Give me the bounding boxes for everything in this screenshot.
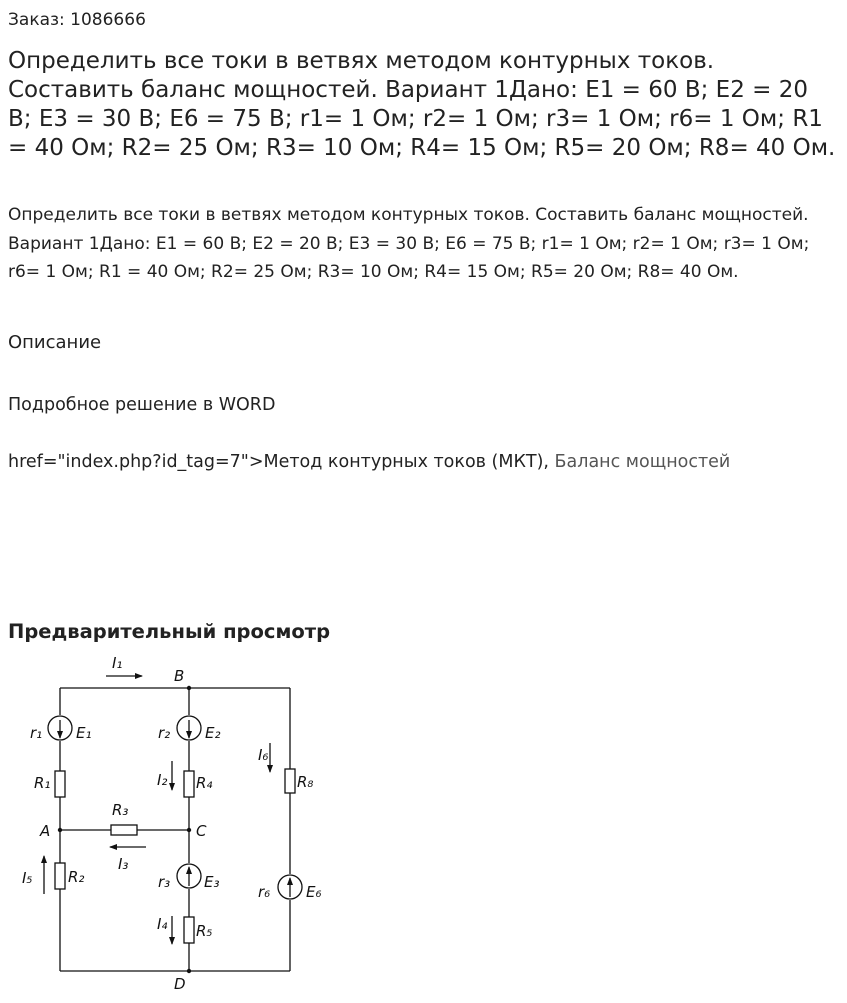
resistor-r4: [184, 771, 194, 797]
label-r4: R₄: [196, 774, 213, 792]
label-node-c: C: [196, 822, 207, 840]
label-i4: I₄: [157, 915, 168, 933]
description-label: Описание: [8, 332, 102, 353]
node-d: [187, 969, 191, 973]
label-i3: I₃: [118, 855, 129, 873]
task-description: Определить все токи в ветвях методом контурных токов. Составить баланс мощностей. Вариант 1Дано: E1 = 60 В; E2 = 20 В; E3 = 30 В; E6 = 75 В; r1= 1 Ом; r2= 1 Ом; r3= 1 Ом; r6= 1 Ом; R1 = 40 Ом; R2= 25 Ом; R3= 10 Ом; R4= 15 Ом; R5= 20 Ом; R8= 40 Ом.: [8, 205, 810, 282]
label-r3-source: r₃: [158, 873, 171, 891]
order-number: Заказ: 1086666: [8, 10, 146, 30]
label-i5: I₅: [22, 869, 33, 887]
label-r8: R₈: [297, 773, 314, 791]
label-r2: R₂: [68, 868, 85, 886]
resistor-r5: [184, 917, 194, 943]
circuit-diagram: [0, 648, 340, 998]
label-r1: r₁: [30, 724, 43, 742]
label-node-a: A: [40, 822, 51, 840]
label-r5: R₅: [196, 922, 213, 940]
tags-line: [8, 450, 730, 474]
label-e3: E₃: [204, 873, 220, 891]
tags-prefix: href="index.php?id_tag=7">Метод контурных токов (МКТ),: [8, 452, 555, 472]
node-b: [187, 686, 191, 690]
solution-note: Подробное решение в WORD: [8, 395, 276, 415]
label-e2: E₂: [205, 724, 221, 742]
resistor-r1: [55, 771, 65, 797]
label-e1: E₁: [76, 724, 92, 742]
label-node-d: D: [174, 975, 186, 993]
label-i2: I₂: [157, 771, 168, 789]
preview-heading: Предварительный просмотр: [8, 620, 331, 643]
page-title: Определить все токи в ветвях методом контурных токов. Составить баланс мощностей. Вариант 1Дано: E1 = 60 В; E2 = 20 В; E3 = 30 В; E6 = 75 В; r1= 1 Ом; r2= 1 Ом; r3= 1 Ом; r6= 1 Ом; R1 = 40 Ом; R2= 25 Ом; R3= 10 Ом; R4= 15 Ом; R5= 20 Ом; R8= 40 Ом.: [8, 48, 836, 161]
label-e6: E₆: [306, 883, 322, 901]
node-c: [187, 828, 191, 832]
resistor-r2: [55, 863, 65, 889]
node-a: [58, 828, 62, 832]
label-r6: r₆: [258, 883, 271, 901]
resistor-r8: [285, 769, 295, 793]
label-r1-resistor: R₁: [34, 774, 51, 792]
label-i6: I₆: [258, 746, 269, 764]
label-r3: R₃: [112, 801, 129, 819]
label-node-b: B: [174, 667, 185, 685]
resistor-r3: [111, 825, 137, 835]
label-i1: I₁: [112, 654, 123, 672]
label-r2: r₂: [158, 724, 171, 742]
tag-link-power-balance[interactable]: Баланс мощностей: [554, 452, 731, 472]
